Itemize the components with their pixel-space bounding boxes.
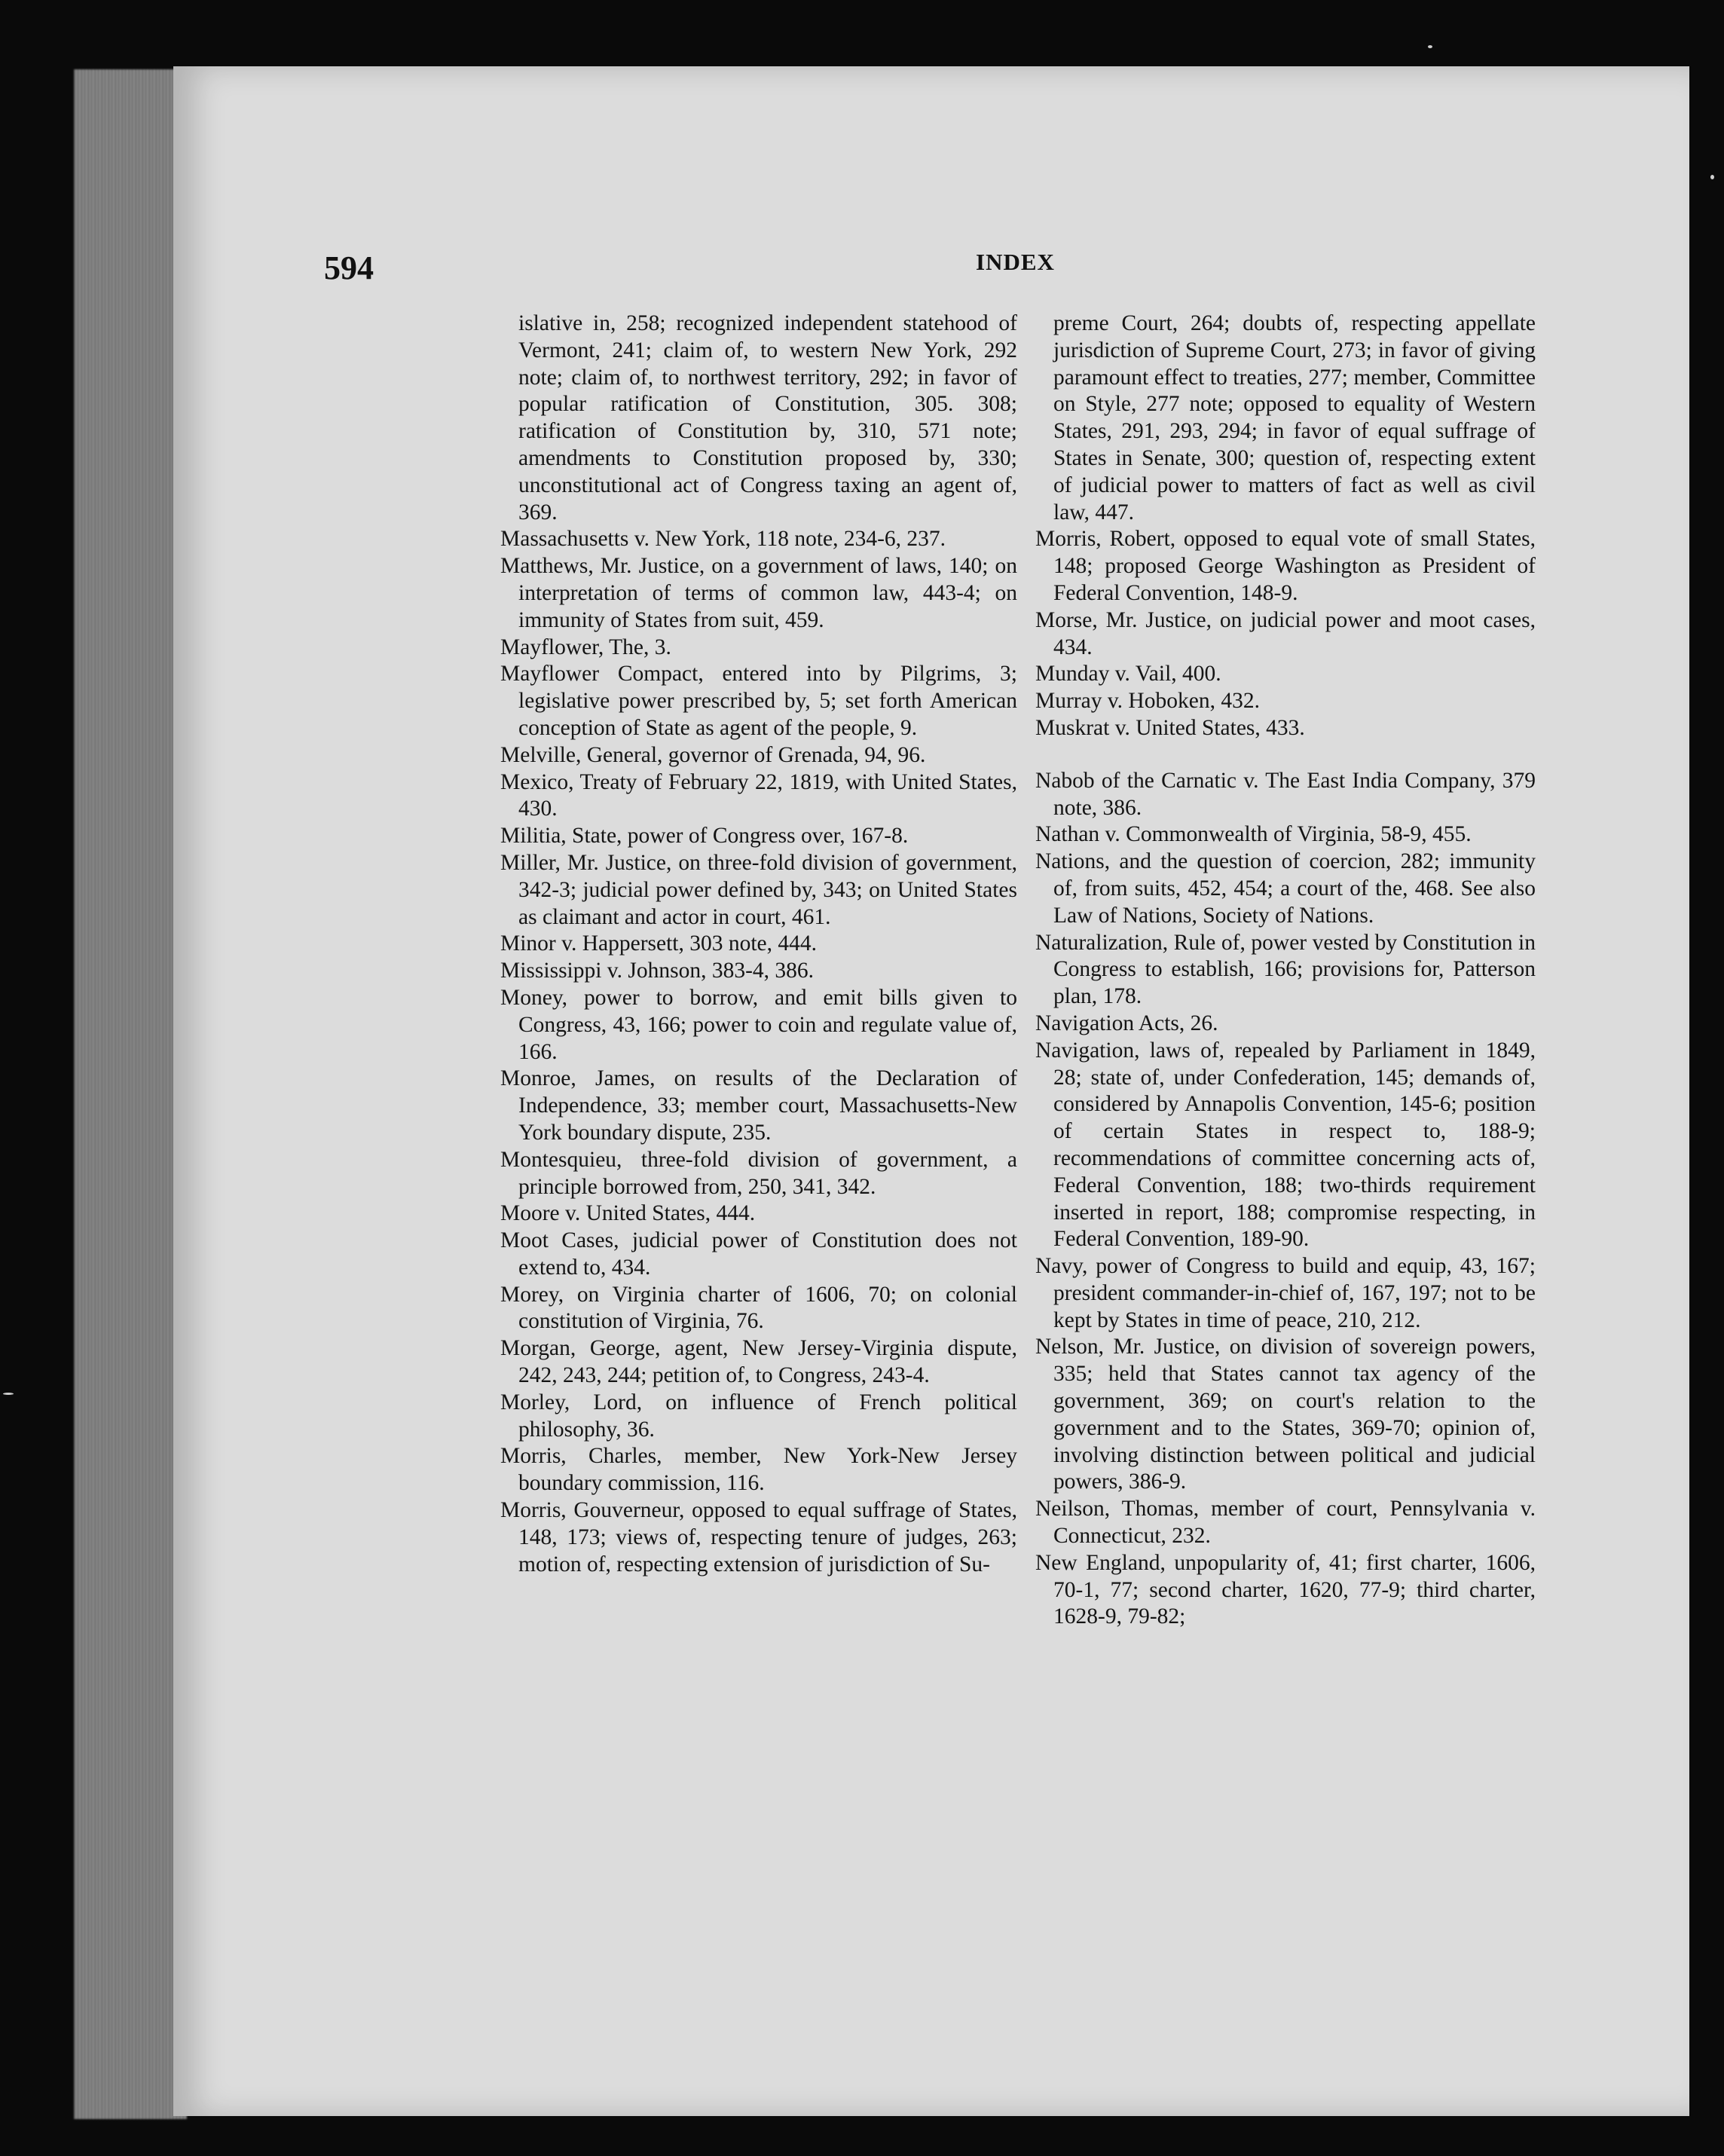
index-entry: Muskrat v. United States, 433. — [1035, 715, 1305, 740]
index-entry: Nabob of the Carnatic v. The East India Company, 379 note, 386. — [1035, 768, 1536, 820]
index-entry: islative in, 258; recognized independent statehood of Vermont, 241; claim of, to western New York, 292 note; claim of, to northwest territory, 292; in favor of popular ratification of Constitution, 305. 308; ratification of Constitution by, 310, 571 note; amendments to Constitution proposed by, 330; unconstitutional act of Congress taxing an agent of, 369. — [518, 311, 1017, 524]
index-entry: Money, power to borrow, and emit bills given to Congress, 43, 166; power to coin and regulate value of, 166. — [500, 985, 1017, 1064]
index-entry: Matthews, Mr. Justice, on a government of laws, 140; on interpretation of terms of common law, 443-4; on immunity of States from suit, 459. — [500, 554, 1017, 632]
index-entry: Neilson, Thomas, member of court, Pennsylvania v. Connecticut, 232. — [1035, 1497, 1536, 1549]
index-entry: Massachusetts v. New York, 118 note, 234-6, 237. — [500, 527, 946, 552]
index-column-right — [1035, 310, 1536, 1631]
running-head: INDEX — [976, 249, 1055, 275]
index-entry: Moore v. United States, 444. — [500, 1201, 756, 1226]
index-entry: Morley, Lord, on influence of French political philosophy, 36. — [500, 1390, 1017, 1442]
index-entry: Nathan v. Commonwealth of Virginia, 58-9, 455. — [1035, 822, 1472, 847]
index-entry: Mayflower Compact, entered into by Pilgrims, 3; legislative power prescribed by, 5; set forth American conception of State as agent of the people, 9. — [500, 662, 1017, 740]
index-entry: Navy, power of Congress to build and equip, 43, 167; president commander-in-chief of, 167, 197; not to be kept by States in time of peace, 210, 212. — [1035, 1254, 1536, 1332]
index-entry: Morey, on Virginia charter of 1606, 70; on colonial constitution of Virginia, 76. — [500, 1282, 1017, 1334]
index-entry: Nations, and the question of coercion, 282; immunity of, from suits, 452, 454; a court of the, 468. See also Law of Nations, Society of Nations. — [1035, 849, 1536, 928]
index-entry: Morgan, George, agent, New Jersey-Virginia dispute, 242, 243, 244; petition of, to Congress, 243-4. — [500, 1336, 1017, 1388]
index-entry: Morris, Robert, opposed to equal vote of small States, 148; proposed George Washington as President of Federal Convention, 148-9. — [1035, 527, 1536, 605]
index-entry: Moot Cases, judicial power of Constitution does not extend to, 434. — [500, 1228, 1017, 1280]
index-entry: preme Court, 264; doubts of, respecting appellate jurisdiction of Supreme Court, 273; in favor of giving paramount effect to treaties, 277; member, Committee on Style, 277 note; opposed to equality of Western States, 291, 293, 294; in favor of equal suffrage of States in Senate, 300; question of, respecting extent of judicial power to matters of fact as well as civil law, 447. — [1053, 311, 1536, 524]
index-entry: Militia, State, power of Congress over, 167-8. — [500, 824, 909, 849]
index-entry: Montesquieu, three-fold division of government, a principle borrowed from, 250, 341, 342. — [500, 1147, 1017, 1199]
index-entry: Mississippi v. Johnson, 383-4, 386. — [500, 959, 815, 983]
index-entry: Miller, Mr. Justice, on three-fold division of government, 342-3; judicial power defined by, 343; on United States as claimant and actor in court, 461. — [500, 850, 1017, 929]
index-entry: Melville, General, governor of Grenada, 94, 96. — [500, 742, 926, 767]
index-entry: Mayflower, The, 3. — [500, 635, 671, 659]
index-entry: New England, unpopularity of, 41; first charter, 1606, 70-1, 77; second charter, 1620, 77-9; third charter, 1628-9, 79-82; — [1035, 1550, 1536, 1629]
index-entry: Morris, Gouverneur, opposed to equal suffrage of States, 148, 173; views of, respecting tenure of judges, 263; motion of, respecting extension of jurisdiction of Su- — [500, 1498, 1017, 1576]
index-entry: Munday v. Vail, 400. — [1035, 662, 1221, 687]
dust-speck — [1710, 175, 1714, 179]
index-entry: Monroe, James, on results of the Declaration of Independence, 33; member court, Massachusetts-New York boundary dispute, 235. — [500, 1066, 1017, 1145]
index-entry: Naturalization, Rule of, power vested by Constitution in Congress to establish, 166; provisions for, Patterson plan, 178. — [1035, 930, 1536, 1009]
page-number: 594 — [324, 249, 374, 286]
dust-speck — [1428, 45, 1432, 48]
index-entry: Nelson, Mr. Justice, on division of sovereign powers, 335; held that States cannot tax agency of the government, 369; on court's relation to the government and to the States, 369-70; opinion of, involving distinction between political and judicial powers, 386-9. — [1035, 1335, 1536, 1494]
dust-speck — [3, 1393, 14, 1395]
index-entry: Murray v. Hoboken, 432. — [1035, 689, 1260, 714]
index-entry: Morris, Charles, member, New York-New Jersey boundary commission, 116. — [500, 1444, 1017, 1496]
index-entry: Mexico, Treaty of February 22, 1819, with United States, 430. — [500, 769, 1017, 821]
index-entry: Navigation, laws of, repealed by Parliament in 1849, 28; state of, under Confederation, 145; demands of, considered by Annapolis Convention, 145-6; position of certain States in respect to, 188-9; recommendations of committee concerning acts of, Federal Convention, 188; two-thirds requirement inserted in report, 188; compromise respecting, in Federal Convention, 189-90. — [1035, 1038, 1536, 1252]
index-entry: Minor v. Happersett, 303 note, 444. — [500, 931, 818, 956]
book-page-edges — [74, 69, 187, 2119]
index-entry: Morse, Mr. Justice, on judicial power and moot cases, 434. — [1035, 607, 1536, 659]
index-column-left — [500, 310, 1017, 1578]
index-entry: Navigation Acts, 26. — [1035, 1011, 1218, 1035]
